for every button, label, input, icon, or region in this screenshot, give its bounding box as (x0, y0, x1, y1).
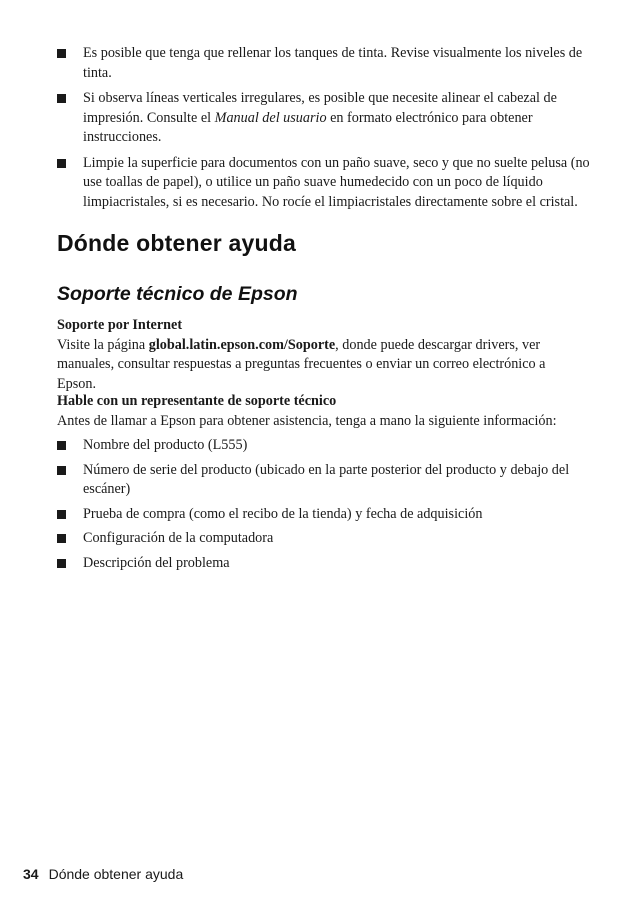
internet-text-after: , donde puede descargar drivers, ver manuales, consultar respuestas a preguntas frecuentes o enviar un correo electrónico a Epson. (57, 336, 546, 392)
internet-text-before: Visite la página (57, 336, 149, 353)
page-footer (23, 866, 183, 882)
bullet-square-icon (57, 534, 66, 543)
info-item-text: Descripción del problema (83, 554, 230, 571)
tip-text: Limpie la superficie para documentos con un paño suave, seco y que no suelte pelusa (no use toallas de papel), o utilice un paño suave humedecido con un poco de líquido limpiacristales, si es necesario. No rocíe el limpiacristales directamente sobre el cristal. (83, 154, 590, 210)
section-title: Dónde obtener ayuda (57, 230, 296, 256)
bullet-square-icon (57, 159, 66, 168)
user-manual-reference: Manual del usuario (214, 109, 327, 126)
list-item (57, 436, 597, 456)
bullet-square-icon (57, 466, 66, 475)
list-item (57, 44, 597, 83)
list-item (57, 505, 597, 525)
list-item (57, 461, 597, 500)
info-item-text: Prueba de compra (como el recibo de la tienda) y fecha de adquisición (83, 505, 483, 522)
list-item (57, 554, 597, 574)
rep-support-heading: Hable con un representante de soporte técnico (57, 393, 337, 409)
info-item-text: Nombre del producto (L555) (83, 437, 248, 453)
bullet-square-icon (57, 559, 66, 568)
rep-support-block (57, 392, 587, 431)
internet-support-text (57, 336, 587, 395)
info-item-text: Configuración de la computadora (83, 530, 274, 546)
info-item-text: Número de serie del producto (ubicado en la parte posterior del producto y debajo del escáner) (83, 461, 570, 497)
tip-text-after: en formato electrónico para obtener instrucciones. (83, 109, 533, 145)
tip-text-before: Si observa líneas verticales irregulares, es posible que necesite alinear el cabezal de impresión. Consulte el (83, 90, 557, 126)
list-item (57, 529, 597, 549)
internet-support-block (57, 316, 587, 394)
bullet-square-icon (57, 510, 66, 519)
bullet-square-icon (57, 49, 66, 58)
required-info-list (57, 436, 597, 578)
bullet-square-icon (57, 441, 66, 450)
list-item (57, 154, 597, 213)
internet-support-heading: Soporte por Internet (57, 317, 183, 333)
page-number: 34 (23, 866, 39, 882)
running-title: Dónde obtener ayuda (48, 866, 184, 882)
rep-support-intro: Antes de llamar a Epson para obtener asistencia, tenga a mano la siguiente información: (57, 412, 557, 429)
bullet-square-icon (57, 94, 66, 103)
list-item (57, 89, 597, 148)
support-url-link[interactable]: global.latin.epson.com/Soporte (148, 336, 336, 353)
subsection-title: Soporte técnico de Epson (57, 283, 298, 305)
tip-text (57, 89, 597, 148)
tip-text: Es posible que tenga que rellenar los tanques de tinta. Revise visualmente los niveles de tinta. (83, 45, 583, 81)
maintenance-tips-list (57, 44, 597, 218)
